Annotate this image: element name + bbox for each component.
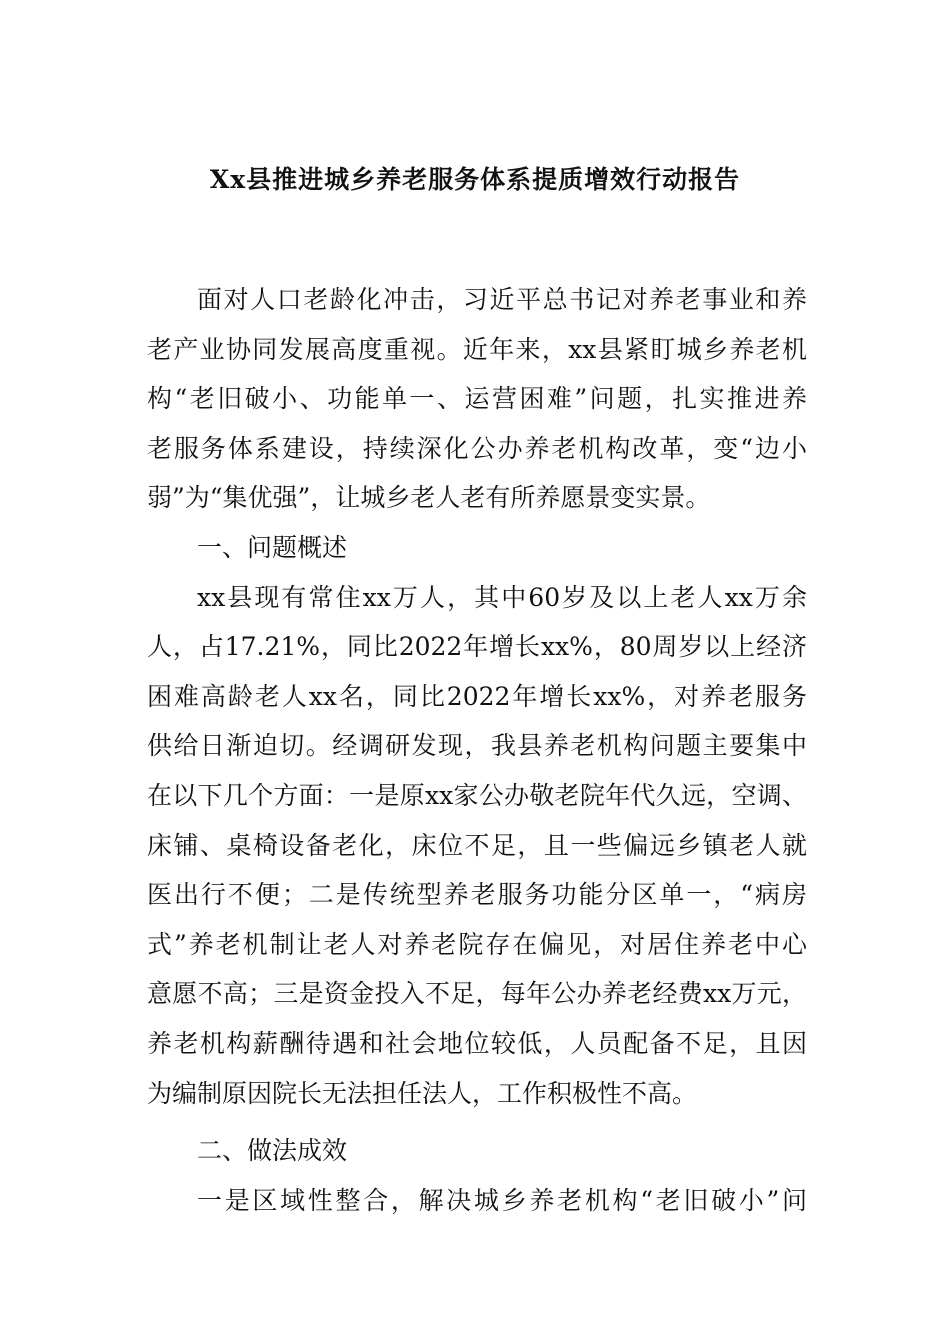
paragraph-line: 一是区域性整合，解决城乡养老机构“老旧破小”问 xyxy=(197,1185,807,1215)
section-heading-problem-overview: 一、问题概述 xyxy=(197,532,348,562)
section-heading-practices-results: 二、做法成效 xyxy=(197,1136,348,1166)
paragraph-line: 在以下几个方面：一是原xx家公办敬老院年代久远，空调、 xyxy=(147,780,807,810)
practices-results-paragraph xyxy=(147,1176,807,1226)
paragraph-line: 构“老旧破小、功能单一、运营困难”问题，扎实推进养 xyxy=(147,384,807,414)
paragraph-line: 意愿不高；三是资金投入不足，每年公办养老经费xx万元， xyxy=(147,979,807,1009)
problem-overview-paragraph xyxy=(147,573,807,1119)
paragraph-line: 医出行不便；二是传统型养老服务功能分区单一，“病房 xyxy=(147,880,807,910)
intro-paragraph xyxy=(147,275,807,523)
paragraph-line: 面对人口老龄化冲击，习近平总书记对养老事业和养 xyxy=(197,285,807,314)
paragraph-line: 弱”为“集优强”，让城乡老人老有所养愿景变实景。 xyxy=(147,483,711,513)
section-spacer xyxy=(147,1118,807,1126)
paragraph-line: 式”养老机制让老人对养老院存在偏见，对居住养老中心 xyxy=(147,929,807,959)
paragraph-line: 人，占17.21%，同比2022年增长xx%，80周岁以上经济 xyxy=(147,632,807,662)
document-title: Xx县推进城乡养老服务体系提质增效行动报告 xyxy=(209,165,741,194)
document-body xyxy=(147,275,807,1225)
paragraph-line: 供给日渐迫切。经调研发现，我县养老机构问题主要集中 xyxy=(147,731,807,761)
paragraph-line: 床铺、桌椅设备老化，床位不足，且一些偏远乡镇老人就 xyxy=(147,830,807,860)
paragraph-line: 困难高龄老人xx名，同比2022年增长xx%，对养老服务 xyxy=(147,681,807,711)
paragraph-line: 老服务体系建设，持续深化公办养老机构改革，变“边小 xyxy=(147,433,807,463)
paragraph-line: 老产业协同发展高度重视。近年来，xx县紧盯城乡养老机 xyxy=(147,334,807,364)
paragraph-line: 为编制原因院长无法担任法人，工作积极性不高。 xyxy=(147,1078,698,1108)
paragraph-line: 养老机构薪酬待遇和社会地位较低，人员配备不足，且因 xyxy=(147,1028,807,1058)
paragraph-line: xx县现有常住xx万人，其中60岁及以上老人xx万余 xyxy=(197,582,807,612)
